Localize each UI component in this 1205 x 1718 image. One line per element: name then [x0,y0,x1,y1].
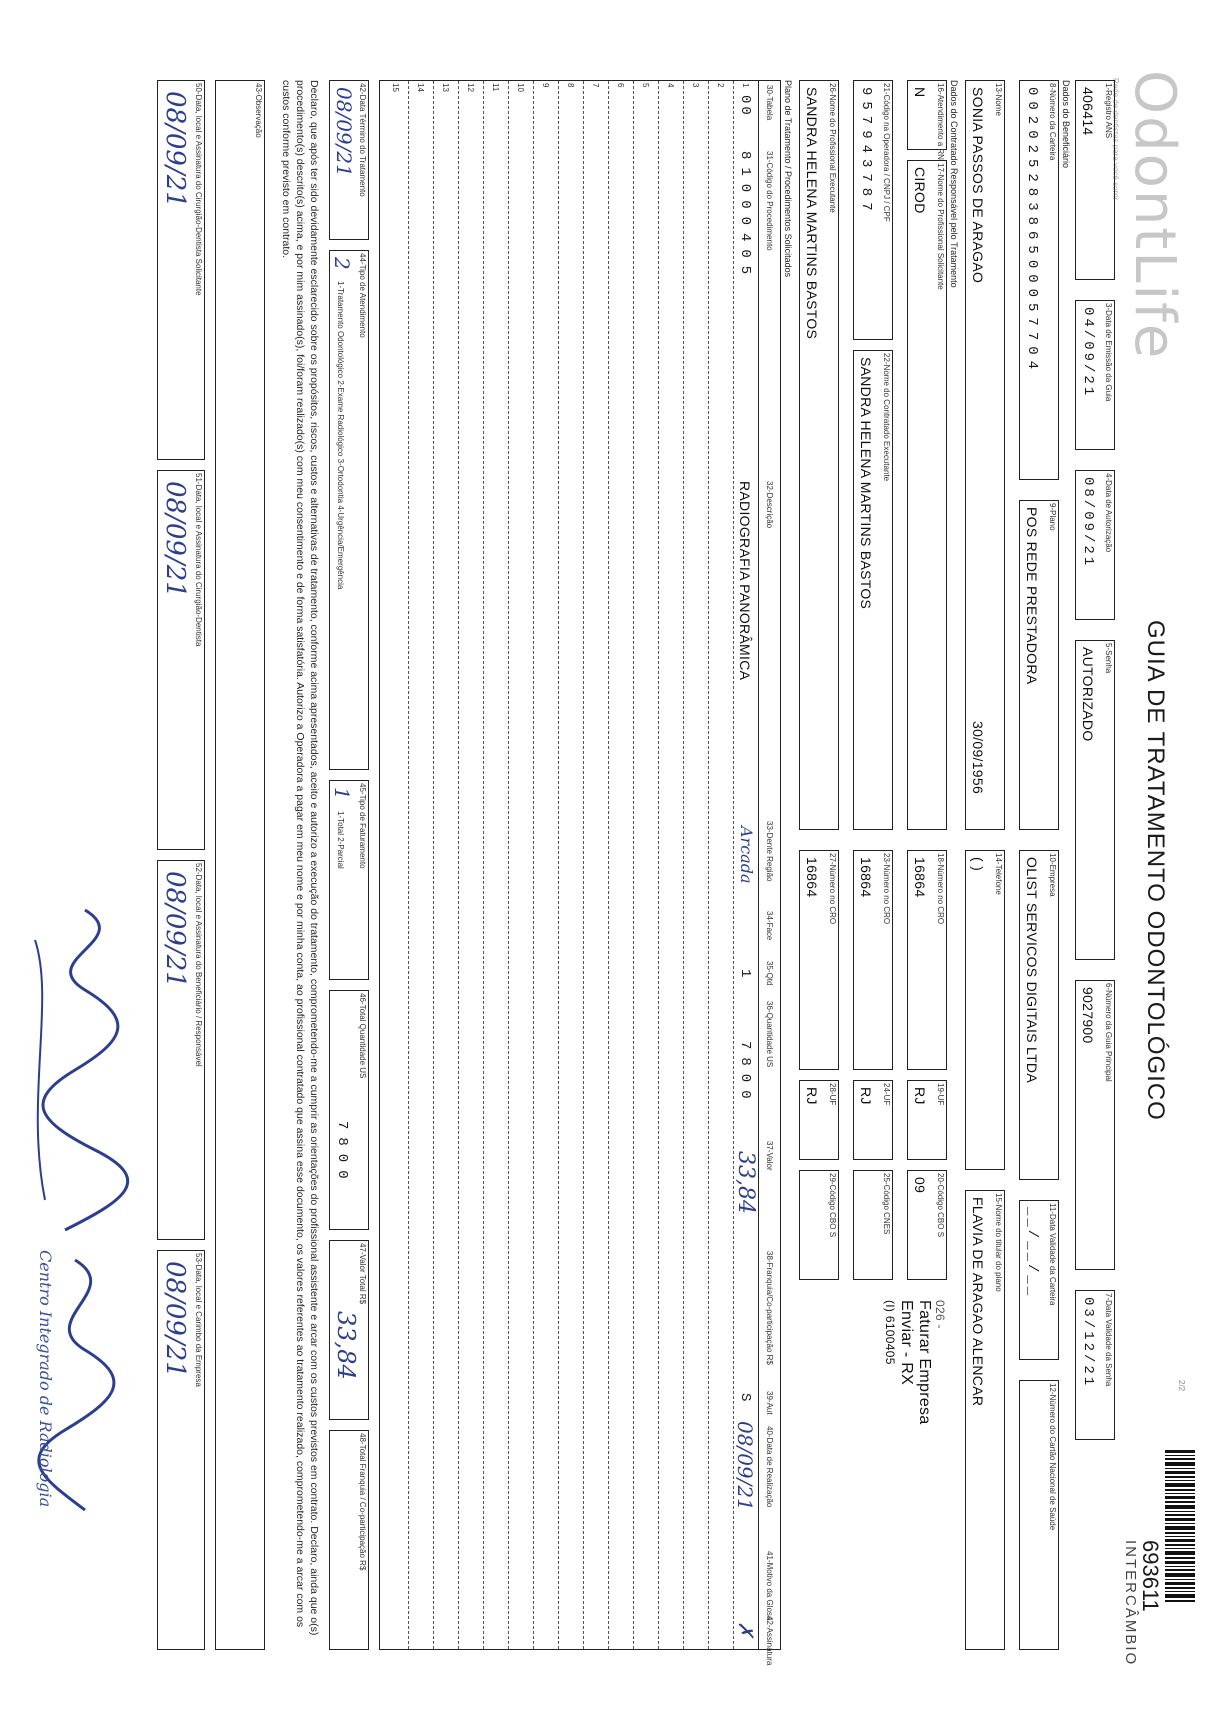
table-row[interactable] [708,81,733,1649]
tipo-faturamento-label: 45-Tipo de Faturamento [358,783,367,869]
profissional-solicitante-label: 17-Nome do Profissional Solicitante [936,163,945,290]
col-dente: 33-Dente Região [765,821,774,882]
valor-total-label: 47-Valor Total R$ [358,1243,367,1305]
numero-cro-17-box[interactable] [907,850,947,1070]
row-tabela: 00 [737,95,753,118]
page-ref: 2/2 [1177,1380,1186,1392]
table-header [758,81,780,1666]
valor-total-value: 33,84 [332,1311,360,1380]
row-number: 8 [566,83,575,88]
cnes-box[interactable] [853,1170,893,1280]
row-number: 12 [466,83,475,92]
col-franquia: 38-Franquia/Co-participação R$ [765,1251,774,1365]
cbo-29-label: 29-Código CBO S [828,1173,837,1238]
titular-box[interactable] [965,1190,1005,1650]
numero-carteira-label: 8-Número da Carteira [1048,83,1057,161]
total-franquia-box[interactable] [329,1430,369,1650]
row-number: 6 [616,83,625,88]
row-signature: ✗ [734,1621,758,1638]
section-beneficiario: Dados do Beneficiário [1061,80,1071,169]
row-valor: 33,84 [733,1151,758,1214]
annotation-note [883,1300,947,1500]
row-number: 14 [416,83,425,92]
signature-53-label: 53-Data, local e Carimbo da Empresa [194,1253,203,1387]
tipo-atendimento-value: 2 [330,257,354,270]
table-row[interactable] [733,81,758,1649]
numero-cro-23-box[interactable] [853,850,893,1070]
guide-type: INTERCÂMBIO [1122,1540,1139,1667]
numero-cro-27-label: 27-Número no CRO [828,853,837,925]
tipo-faturamento-options: 1-Total 2-Parcial [336,811,345,869]
profissional-solicitante-value: CIROD [912,167,928,214]
data-emissao-value: 04/09/21 [1080,307,1096,399]
table-row[interactable] [433,81,458,1649]
table-row[interactable] [408,81,433,1649]
row-number: 15 [391,83,400,92]
cbo-20-value: 09 [912,1177,928,1194]
col-qtd: 35-Qtd [765,961,774,986]
nome-box[interactable] [965,80,1005,830]
table-row[interactable] [658,81,683,1649]
data-autorizacao-value: 08/09/21 [1080,477,1096,569]
nome-label: 13-Nome [994,83,1003,116]
cnpj-cpf-label: 21-Código na Operadora / CNPJ / CPF [882,83,891,222]
row-number: 3 [691,83,700,88]
col-tabela: 30-Tabela [765,85,774,121]
section-plano: Plano de Tratamento / Procedimentos Solicitados [783,80,793,278]
cnpj-cpf-value: 957943787 [858,87,874,217]
table-row[interactable] [533,81,558,1649]
row-number: 7 [591,83,600,88]
nascimento-value: 30/09/1956 [970,721,986,795]
cnpj-cpf-box[interactable] [853,80,893,340]
nome-value: SONIA PASSOS DE ARAGAO [970,87,986,284]
uf-28-box[interactable] [799,1080,839,1160]
row-descricao: RADIOGRAFIA PANORÂMICA [737,481,753,681]
total-quantidade-us-value: 7800 [334,1121,350,1187]
cbo-20-label: 20-Código CBO S [936,1173,945,1238]
signature-51-value: 08/09/21 [160,481,190,598]
procedures-table [379,80,781,1666]
numero-cro-23-label: 23-Número no CRO [882,853,891,925]
cbo-20-box[interactable] [907,1170,947,1280]
row-number: 13 [441,83,450,92]
data-emissao-box[interactable] [1075,300,1115,450]
row-qtd-us: 7800 [737,1041,753,1107]
validade-carteira-box[interactable] [1019,1200,1059,1360]
valor-total-box[interactable] [329,1240,369,1420]
registro-ans-label: 1-Registro ANS [1104,83,1113,139]
numero-cro-17-value: 16864 [912,857,928,898]
registro-ans-box[interactable] [1075,80,1115,280]
col-aut: 39-Aut [765,1391,774,1415]
page-title: GUIA DE TRATAMENTO ODONTOLÓGICO [1142,620,1169,1121]
empresa-label: 10-Empresa [1048,853,1057,897]
row-number: 2 [716,83,725,88]
row-number: 11 [491,83,500,92]
tipo-atendimento-options: 1-Tratamento Odontológico 2-Exame Radiológico 3-Ortodontia 4-Urgência/Emergência [336,281,345,590]
cartao-nacional-label: 12-Número do Cartão Nacional de Saúde [1048,1383,1057,1531]
brand-logo [1122,70,1187,360]
col-motivo-glosa: 41-Motivo da Glosa [765,1551,774,1621]
annotation-line3: (I) 6100405 [883,1300,897,1365]
contratado-executante-label: 22-Nome do Contratado Executante [882,353,891,482]
signature-50-value: 08/09/21 [160,91,190,208]
col-codigo: 31-Código do Procedimento [765,151,774,251]
telefone-label: 14-Telefone [994,853,1003,895]
barcode-image [1165,1450,1195,1650]
validade-carteira-label: 11-Data Validade da Carteira [1048,1203,1057,1306]
profissional-executante-value: SANDRA HELENA MARTINS BASTOS [804,87,820,340]
registro-ans-value: 406414 [1080,87,1096,136]
profissional-solicitante-box[interactable] [907,160,947,830]
telefone-value: ( ) [970,857,986,872]
signature-52-box[interactable] [157,860,205,1240]
atendimento-rn-value: N [912,87,928,98]
plano-box[interactable] [1019,500,1059,830]
numero-cro-27-value: 16864 [804,857,820,898]
annotation-code: 026 - [933,1300,947,1329]
data-termino-label: 42-Data Término do Tratamento [358,83,367,197]
col-valor: 37-Valor [765,1141,774,1171]
annotation-line2: Enviar - RX [898,1300,915,1386]
validade-senha-label: 7-Data Validade da Senha [1104,1293,1113,1387]
signature-51-box[interactable] [157,470,205,850]
observacao-box[interactable] [215,80,265,1650]
validade-senha-box[interactable] [1075,1290,1115,1440]
data-termino-box[interactable] [329,80,369,240]
titular-label: 15-Nome do titular do plano [994,1193,1003,1292]
telefone-box[interactable] [965,850,1005,1170]
observacao-label: 43-Observação [254,83,263,138]
titular-value: FLAVIA DE ARAGAO ALENCAR [970,1197,986,1407]
data-emissao-label: 3-Data de Emissão da Guia [1104,303,1113,402]
signature-53-box[interactable] [157,1250,205,1650]
signature-50-label: 50-Data, local e Assinatura do Cirurgião-Dentista Solicitante [194,83,203,296]
uf-24-box[interactable] [853,1080,893,1160]
validade-senha-value: 03/12/21 [1080,1297,1096,1389]
cnes-label: 25-Código CNES [882,1173,891,1235]
guia-principal-box[interactable] [1075,980,1115,1270]
signature-53-value: 08/09/21 [160,1261,190,1378]
total-quantidade-us-label: 46-Total Quantidade US [358,993,367,1079]
row-number: 1 [741,83,750,88]
signature-52-label: 52-Data, local e Assinatura do Beneficiário / Responsável [194,863,203,1067]
row-number: 10 [516,83,525,92]
table-row[interactable] [458,81,483,1649]
uf-24-value: RJ [858,1087,874,1105]
total-franquia-label: 48-Total Franquia / Co-participação R$ [358,1433,367,1571]
numero-cro-23-value: 16864 [858,857,874,898]
atendimento-rn-label: 16-Atendimento a RN [936,83,945,160]
col-descricao: 32-Descrição [765,481,774,529]
data-termino-value: 08/09/21 [332,87,356,177]
numero-cro-27-box[interactable] [799,850,839,1070]
guia-principal-value: 9027900 [1080,987,1096,1044]
contratado-executante-value: SANDRA HELENA MARTINS BASTOS [858,357,874,610]
total-quantidade-us-box[interactable] [329,990,369,1230]
tipo-faturamento-box[interactable] [329,780,369,980]
brand-logo-text: OdontLife [1122,70,1187,361]
guia-principal-label: 6-Número da Guia Principal [1104,983,1113,1082]
uf-19-value: RJ [912,1087,928,1105]
col-data-realizacao: 40-Data de Realização [765,1426,774,1508]
data-autorizacao-box[interactable] [1075,470,1115,620]
senha-label: 5-Senha [1104,643,1113,674]
uf-19-label: 19-UF [936,1083,945,1106]
empresa-value: OLIST SERVICOS DIGITAIS LTDA [1024,857,1040,1083]
row-codigo: 81000405 [737,151,753,283]
row-qtd: 1 [737,969,753,981]
table-row[interactable] [608,81,633,1649]
annotation-line1: Faturar Empresa [916,1300,933,1425]
tipo-atendimento-box[interactable] [329,250,369,770]
plano-value: POS REDE PRESTADORA [1024,507,1040,685]
guide-number: 693611 [1138,1540,1163,1612]
profissional-executante-box[interactable] [799,80,839,830]
col-assinatura: 42-Assinatura [765,1616,774,1666]
table-row[interactable] [508,81,533,1649]
numero-carteira-box[interactable] [1019,80,1059,480]
contratado-executante-box[interactable] [853,350,893,830]
table-row[interactable] [483,81,508,1649]
section-contratado: Dados do Contratado Responsável pelo Tratamento [949,80,959,288]
table-row[interactable] [683,81,708,1649]
row-number: 4 [666,83,675,88]
table-row[interactable] [383,81,408,1649]
row-dente: Arcada [737,826,756,884]
table-row[interactable] [633,81,658,1649]
profissional-executante-label: 26-Nome do Profissional Executante [828,83,837,213]
tipo-atendimento-label: 44-Tipo de Atendimento [358,253,367,338]
uf-28-label: 28-UF [828,1083,837,1106]
row-aut: S [737,1393,753,1405]
row-number: 9 [541,83,550,88]
senha-value: AUTORIZADO [1080,647,1096,742]
row-number: 5 [641,83,650,88]
uf-28-value: RJ [804,1087,820,1105]
uf-19-box[interactable] [907,1080,947,1160]
col-qtd-us: 36-Quantidade US [765,1001,774,1068]
handwritten-signature [5,900,145,1660]
numero-cro-17-label: 18-Número no CRO [936,853,945,925]
data-autorizacao-label: 4-Data de Autorização [1104,473,1113,553]
table-row[interactable] [558,81,583,1649]
senha-box[interactable] [1075,640,1115,960]
cbo-29-box[interactable] [799,1170,839,1280]
atendimento-rn-box[interactable] [907,80,947,160]
table-row[interactable] [583,81,608,1649]
plano-label: 9-Plano [1048,503,1057,531]
brand-tagline: Rede de dentistas para você sorrir [1111,78,1120,201]
row-data: 08/09/21 [733,1421,757,1511]
cartao-nacional-box[interactable] [1019,1380,1059,1650]
company-stamp: Centro Integrado de Radiologia [36,1250,55,1508]
empresa-box[interactable] [1019,850,1059,1180]
declaration-text: Declaro, que após ter sido devidamente esclarecido sobre os propósitos, riscos, custos e alternativas de tratamento, conforme acima apresentados, aceito e autorizo a execução do tratamento, comprometendo-me a cumprir as orientações do profissional assistente e arcar com os custos previstos em contrato. Declaro, ainda que o(s) procedimento(s) descrito(s) acima, e por mim assinado(s), foi/foram realizado(s) com meu consentimento e de forma satisfatória. Autorizo a Operadora a pagar em meu nome e por minha conta, ao profissional contratado que assina esse documento, os valores referentes ao tratamento realizado, comprometendo-me a arcar com os custos conforme previsto em contrato. [280,80,320,1636]
col-face: 34-Face [765,911,774,941]
uf-24-label: 24-UF [882,1083,891,1106]
numero-carteira-value: 00202528386500057704 [1024,87,1040,376]
validade-carteira-value: __/__/__ [1024,1207,1040,1299]
signature-51-label: 51-Data, local e Assinatura do Cirurgião-Dentista [194,473,203,647]
tipo-faturamento-value: 1 [330,787,354,800]
signature-50-box[interactable] [157,80,205,460]
signature-52-value: 08/09/21 [160,871,190,988]
